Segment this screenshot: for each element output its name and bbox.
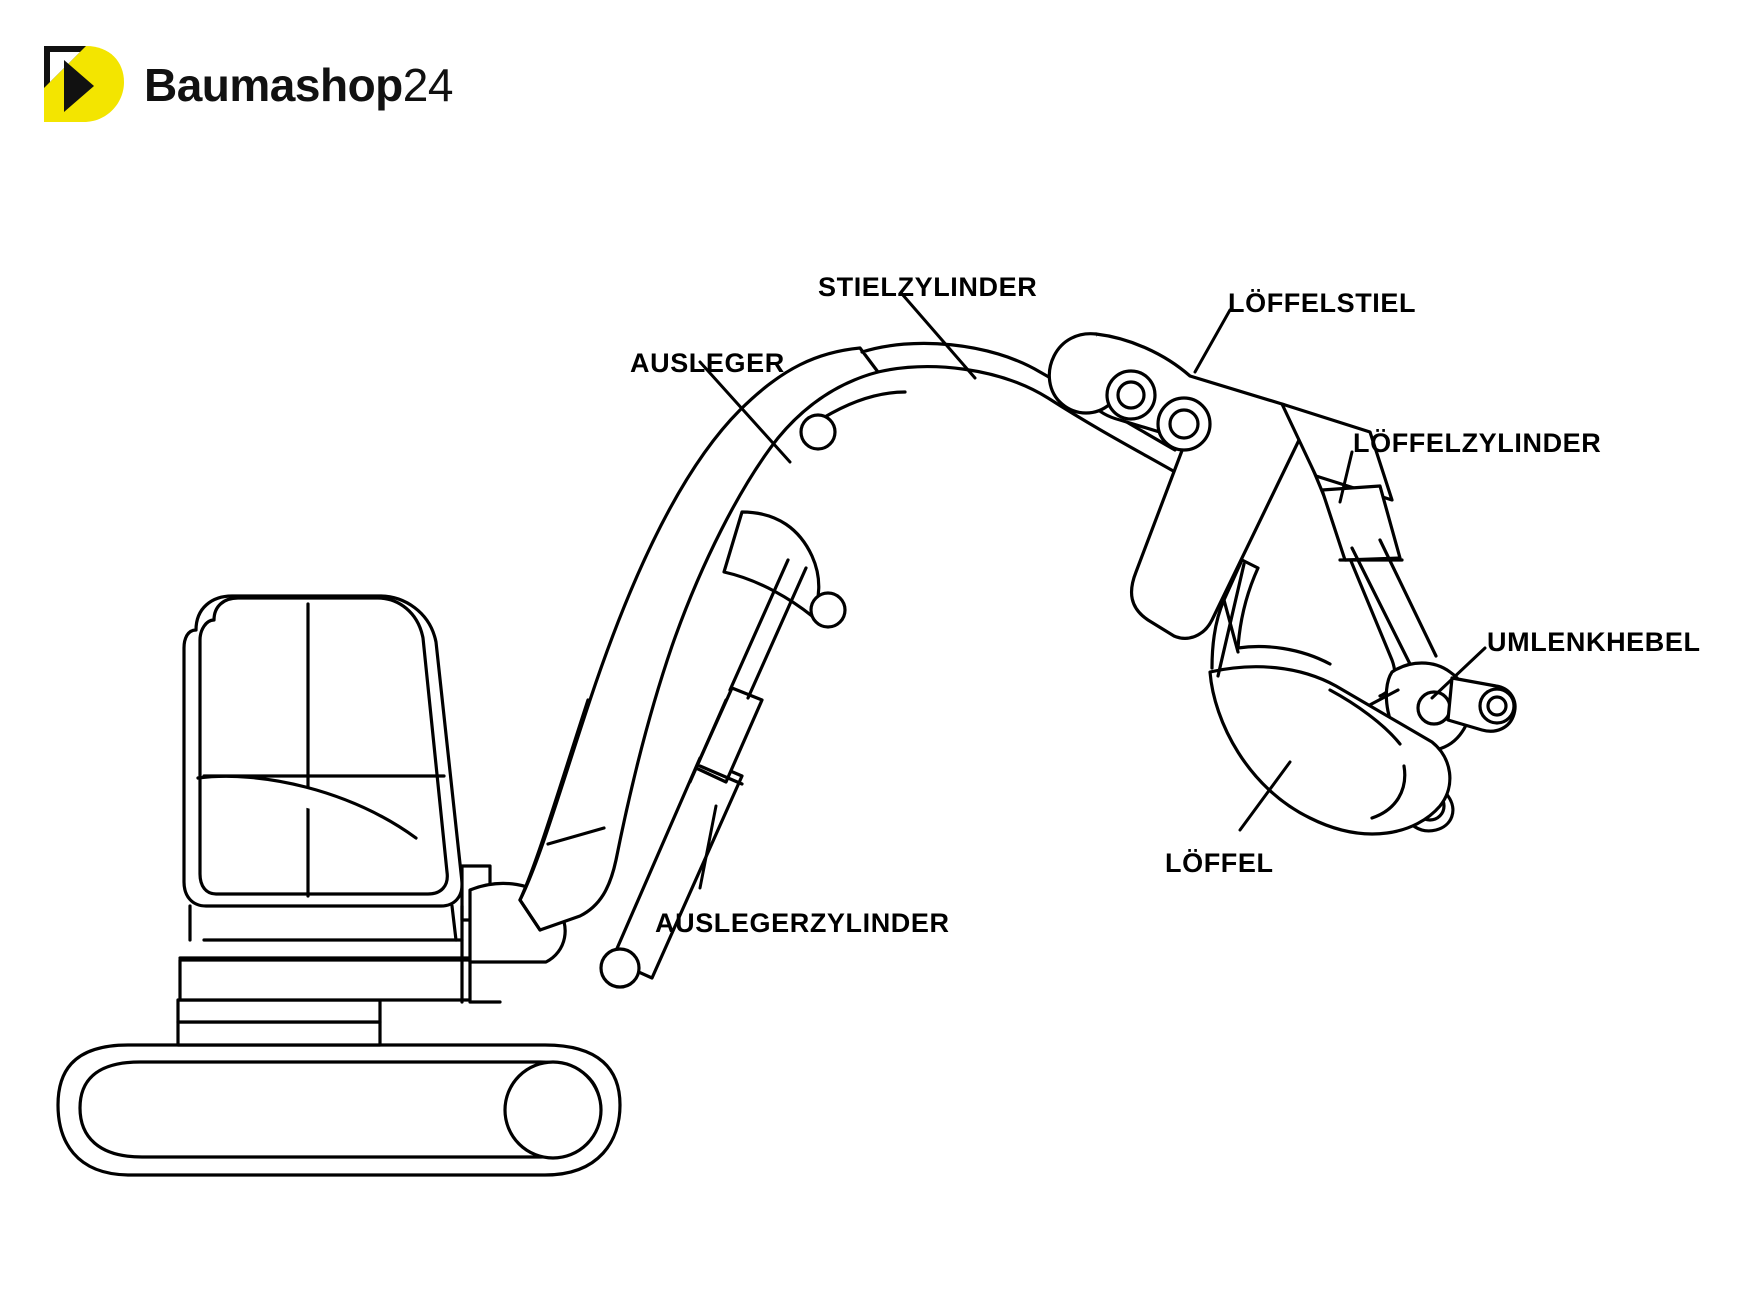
label-auslegerzylinder: AUSLEGERZYLINDER (655, 908, 950, 938)
track-assembly (58, 1022, 620, 1175)
brand-name-bold: Baumashop (144, 59, 403, 111)
label-stielzylinder: STIELZYLINDER (818, 272, 1038, 302)
boom-ausleger (520, 343, 1175, 930)
brand-name-light: 24 (402, 59, 453, 111)
upper-structure (178, 960, 470, 1022)
label-loeffel: LÖFFEL (1165, 848, 1274, 878)
label-umlenkhebel: UMLENKHEBEL (1487, 627, 1701, 657)
label-loeffelstiel: LÖFFELSTIEL (1228, 288, 1417, 318)
label-ausleger: AUSLEGER (630, 348, 785, 378)
label-loeffelzylinder: LÖFFELZYLINDER (1353, 428, 1602, 458)
operator-cabin (180, 596, 470, 958)
